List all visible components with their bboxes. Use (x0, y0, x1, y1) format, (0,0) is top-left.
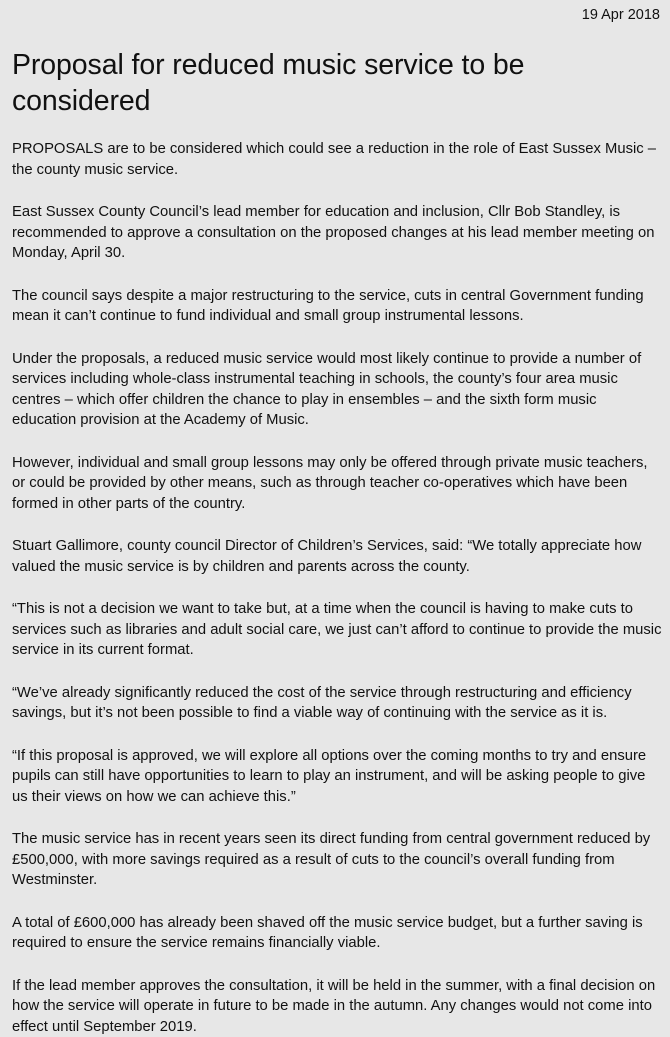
article-paragraph: Under the proposals, a reduced music service would most likely continue to provide a number of services including whole-class instrumental teaching in schools, the county’s four area music centres – which offer children the chance to play in ensembles – and the sixth form music education provision at the Academy of Music. (12, 349, 662, 431)
article-paragraph: If the lead member approves the consultation, it will be held in the summer, with a final decision on how the service will operate in future to be made in the autumn. Any changes would not come into effect until September 2019. (12, 976, 662, 1037)
article-body (12, 139, 662, 1037)
article-paragraph: “This is not a decision we want to take but, at a time when the council is having to make cuts to services such as libraries and adult social care, we just can’t afford to continue to provide the music service in its current format. (12, 599, 662, 661)
article-paragraph: The council says despite a major restructuring to the service, cuts in central Government funding mean it can’t continue to fund individual and small group instrumental lessons. (12, 286, 662, 327)
article-paragraph: PROPOSALS are to be considered which could see a reduction in the role of East Sussex Music – the county music service. (12, 139, 662, 180)
article-title: Proposal for reduced music service to be considered (12, 0, 662, 119)
article-paragraph: “If this proposal is approved, we will explore all options over the coming months to try and ensure pupils can still have opportunities to learn to play an instrument, and will be asking people to give us their views on how we can achieve this.” (12, 746, 662, 808)
article-paragraph: East Sussex County Council’s lead member for education and inclusion, Cllr Bob Standley, is recommended to approve a consultation on the proposed changes at his lead member meeting on Monday, April 30. (12, 202, 662, 264)
article-paragraph: A total of £600,000 has already been shaved off the music service budget, but a further saving is required to ensure the service remains financially viable. (12, 913, 662, 954)
article-paragraph: The music service has in recent years seen its direct funding from central government reduced by £500,000, with more savings required as a result of cuts to the council’s overall funding from Westminster. (12, 829, 662, 891)
article-paragraph: Stuart Gallimore, county council Director of Children’s Services, said: “We totally appreciate how valued the music service is by children and parents across the county. (12, 536, 662, 577)
article-date: 19 Apr 2018 (582, 6, 660, 24)
article-paragraph: “We’ve already significantly reduced the cost of the service through restructuring and efficiency savings, but it’s not been possible to find a viable way of continuing with the service as it is. (12, 683, 662, 724)
article-paragraph: However, individual and small group lessons may only be offered through private music teachers, or could be provided by other means, such as through teacher co-operatives which have been formed in other parts of the country. (12, 453, 662, 515)
